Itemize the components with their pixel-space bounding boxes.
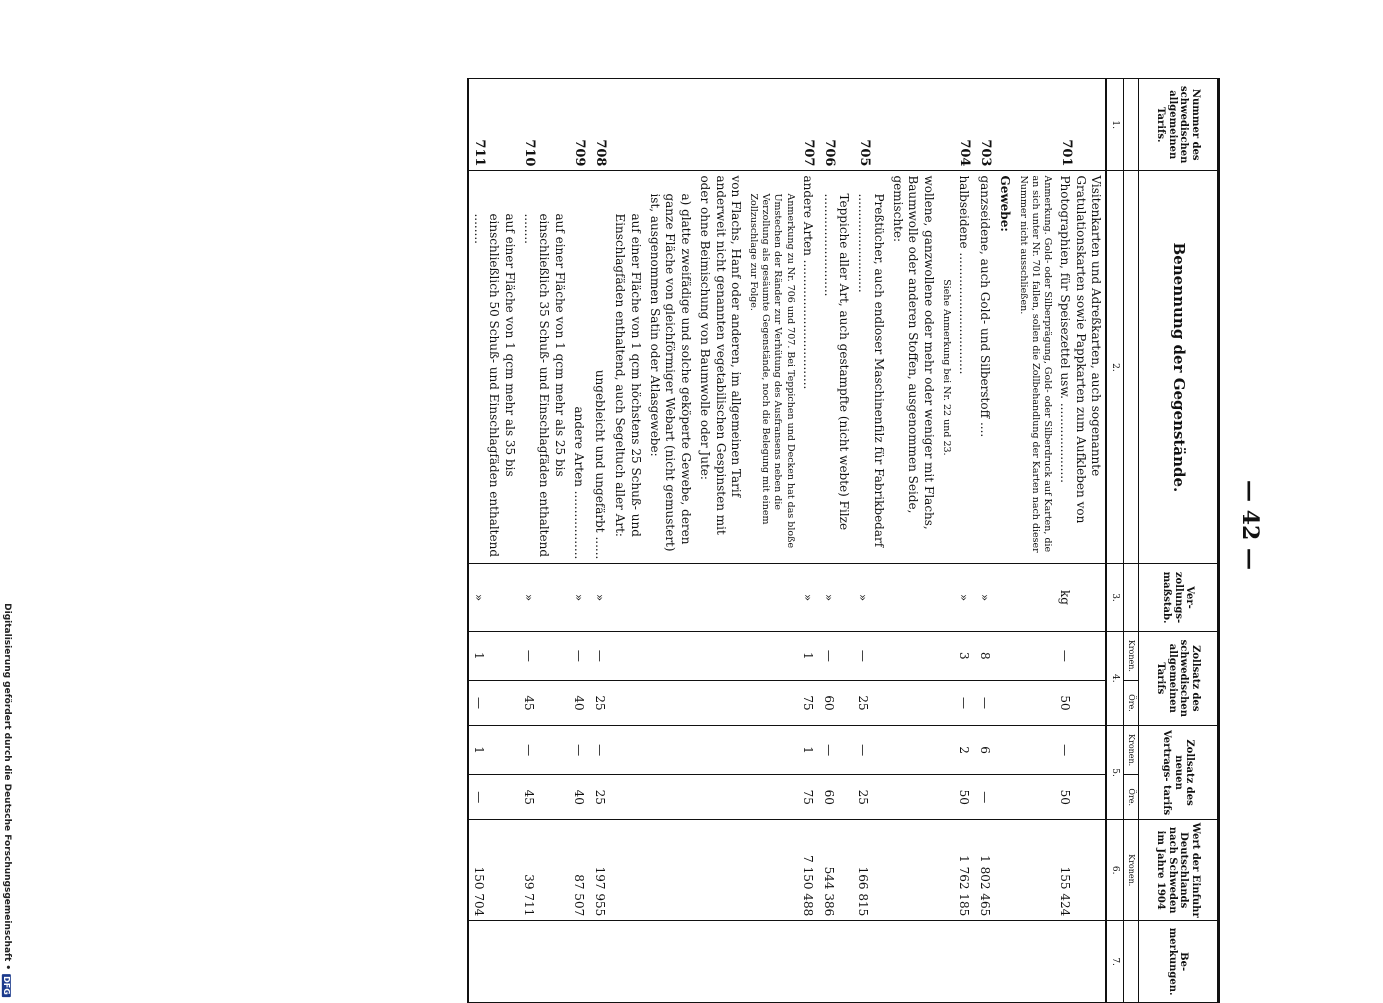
tariff-number-cell: 706	[818, 79, 853, 171]
table-row	[569, 79, 590, 1003]
table-row	[1014, 79, 1054, 1003]
goods-description-cell: a) glatte zweifädige und solche geköperte Gewebe, deren ganze Fläche von gleichförmiger Webart (nicht gemustert) ist, ausgenommen Satin oder Atlasgewebe:	[645, 171, 695, 564]
treaty-ore-cell: 50	[954, 775, 975, 820]
table-row	[589, 79, 610, 1003]
table-row	[610, 79, 645, 1003]
general-ore-cell	[938, 681, 954, 726]
table-row	[519, 79, 569, 1003]
remarks-cell	[798, 921, 819, 1003]
remarks-cell	[645, 921, 695, 1003]
table-row	[468, 79, 519, 1003]
treaty-ore-cell	[645, 775, 695, 820]
duty-basis-cell	[888, 564, 938, 631]
table-row	[938, 79, 954, 1003]
goods-description-cell: von Flachs, Hanf oder anderen, im allgemeinen Tarif anderweit nicht genannten vegetabilischen Gespinsten mit oder ohne Beimischung von Baumwolle oder Jute:	[695, 171, 745, 564]
treaty-kronen-cell: 2	[954, 725, 975, 774]
tariff-number-cell: 705	[853, 79, 888, 171]
general-ore-cell	[645, 681, 695, 726]
import-value-cell: 544 386	[818, 820, 853, 921]
import-value-cell: 87 507	[569, 820, 590, 921]
import-value-cell	[1014, 820, 1054, 921]
general-ore-cell: 50	[1055, 681, 1106, 726]
header-kronen: Kronen.	[1124, 725, 1139, 774]
remarks-cell	[745, 921, 798, 1003]
import-value-cell	[610, 820, 645, 921]
treaty-ore-cell	[695, 775, 745, 820]
column-number-2: 2.	[1106, 171, 1124, 564]
treaty-ore-cell: 75	[798, 775, 819, 820]
general-kronen-cell	[745, 631, 798, 680]
tariff-number-cell: 707	[798, 79, 819, 171]
tariff-rows	[468, 79, 1106, 1003]
duty-basis-cell: kg	[1055, 564, 1106, 631]
treaty-kronen-cell	[610, 725, 645, 774]
remarks-cell	[519, 921, 569, 1003]
treaty-kronen-cell	[995, 725, 1014, 774]
goods-description-cell: halbseidene ................................	[954, 171, 975, 564]
duty-basis-cell: »	[589, 564, 610, 631]
treaty-ore-cell: 25	[589, 775, 610, 820]
general-ore-cell: —	[954, 681, 975, 726]
treaty-kronen-cell: —	[1055, 725, 1106, 774]
remarks-cell	[938, 921, 954, 1003]
treaty-ore-cell	[745, 775, 798, 820]
goods-description-cell: Visitenkarten und Adreßkarten, auch sogenannte Gratulationskarten sowie Pappkarten zum Aufkleben von Photographien, für Speisezettel usw. .....................	[1055, 171, 1106, 564]
general-kronen-cell	[1014, 631, 1054, 680]
import-value-cell: 150 704	[468, 820, 519, 921]
general-kronen-cell	[995, 631, 1014, 680]
treaty-ore-cell: —	[468, 775, 519, 820]
duty-basis-cell	[938, 564, 954, 631]
treaty-kronen-cell	[745, 725, 798, 774]
tariff-number-cell: 703	[974, 79, 995, 171]
duty-basis-cell: »	[468, 564, 519, 631]
duty-basis-cell	[995, 564, 1014, 631]
general-kronen-cell: —	[818, 631, 853, 680]
table-row	[853, 79, 888, 1003]
goods-description-cell: Preßtücher, auch endloser Maschinenfilz für Fabrikbedarf ..........................	[853, 171, 888, 564]
table-row	[995, 79, 1014, 1003]
duty-basis-cell: »	[954, 564, 975, 631]
treaty-kronen-cell	[695, 725, 745, 774]
general-kronen-cell	[695, 631, 745, 680]
import-value-cell: 1 762 185	[954, 820, 975, 921]
general-ore-cell: 45	[519, 681, 569, 726]
tariff-number-cell: 708	[589, 79, 610, 171]
page-number: — 42 —	[1237, 480, 1263, 570]
general-kronen-cell: —	[1055, 631, 1106, 680]
column-number-4: 4.	[1106, 631, 1124, 725]
import-value-cell	[888, 820, 938, 921]
tariff-number-cell	[1014, 79, 1054, 171]
tariff-number-cell	[745, 79, 798, 171]
header-kronen: Kronen.	[1124, 631, 1139, 680]
treaty-ore-cell	[1014, 775, 1054, 820]
general-kronen-cell: 8	[974, 631, 995, 680]
tariff-number-cell: 701	[1055, 79, 1106, 171]
general-ore-cell	[1014, 681, 1054, 726]
general-kronen-cell: —	[569, 631, 590, 680]
duty-basis-cell: »	[569, 564, 590, 631]
tariff-number-cell	[995, 79, 1014, 171]
treaty-kronen-cell: —	[519, 725, 569, 774]
import-value-cell: 7 150 488	[798, 820, 819, 921]
general-ore-cell: 25	[853, 681, 888, 726]
goods-description-cell: Anmerkung zu Nr. 706 und 707. Bei Teppichen und Decken hat das bloße Umstechen der Ränder zur Verhütung des Ausfransens neben die Verzollung als gesäumte Gegenstände, noch die Belegung mit einem Zollzuschlage zur Folge.	[745, 171, 798, 564]
general-kronen-cell: —	[853, 631, 888, 680]
duty-basis-cell	[610, 564, 645, 631]
general-kronen-cell	[645, 631, 695, 680]
header-tariff-number: Nummer des schwedischen allgemeinen Tarifs.	[1139, 79, 1219, 171]
general-ore-cell	[888, 681, 938, 726]
general-ore-cell	[695, 681, 745, 726]
general-ore-cell: 25	[589, 681, 610, 726]
remarks-cell	[853, 921, 888, 1003]
treaty-kronen-cell: —	[569, 725, 590, 774]
duty-basis-cell	[745, 564, 798, 631]
remarks-cell	[610, 921, 645, 1003]
remarks-cell	[1055, 921, 1106, 1003]
import-value-cell: 166 815	[853, 820, 888, 921]
treaty-ore-cell: 40	[569, 775, 590, 820]
table-row	[974, 79, 995, 1003]
remarks-cell	[974, 921, 995, 1003]
goods-description-cell: wollene, ganzwollene oder mehr oder weniger mit Flachs, Baumwolle oder anderen Stoffen, ausgenommen Seide, gemischte:	[888, 171, 938, 564]
general-kronen-cell: 1	[468, 631, 519, 680]
header-kronen: Kronen.	[1124, 820, 1139, 921]
treaty-kronen-cell	[1014, 725, 1054, 774]
import-value-cell	[938, 820, 954, 921]
header-ore: Öre.	[1124, 775, 1139, 820]
column-number-6: 6.	[1106, 820, 1124, 921]
treaty-ore-cell: 50	[1055, 775, 1106, 820]
goods-description-cell: Gewebe:	[995, 171, 1014, 564]
general-ore-cell: 75	[798, 681, 819, 726]
tariff-number-cell: 710	[519, 79, 569, 171]
goods-description-cell: auf einer Fläche von 1 qcm mehr als 35 bis einschließlich 50 Schuß- und Einschlagfäden enthaltend ........	[468, 171, 519, 564]
remarks-cell	[695, 921, 745, 1003]
table-row	[1055, 79, 1106, 1003]
header-import-value: Wert der Einfuhr Deutschlands nach Schweden im Jahre 1904	[1139, 820, 1219, 921]
treaty-ore-cell: 60	[818, 775, 853, 820]
import-value-cell	[745, 820, 798, 921]
remarks-cell	[818, 921, 853, 1003]
treaty-kronen-cell: —	[853, 725, 888, 774]
treaty-kronen-cell	[645, 725, 695, 774]
duty-basis-cell	[645, 564, 695, 631]
general-kronen-cell: 1	[798, 631, 819, 680]
treaty-kronen-cell	[888, 725, 938, 774]
general-ore-cell	[745, 681, 798, 726]
credit-text: Digitalisierung gefördert durch die Deutsche Forschungsgemeinschaft •	[2, 603, 12, 971]
duty-basis-cell: »	[818, 564, 853, 631]
treaty-kronen-cell: 1	[798, 725, 819, 774]
goods-description-cell: andere Arten ..................	[569, 171, 590, 564]
tariff-table	[467, 78, 1220, 1003]
duty-basis-cell: »	[519, 564, 569, 631]
general-ore-cell	[995, 681, 1014, 726]
general-kronen-cell: —	[589, 631, 610, 680]
remarks-cell	[1014, 921, 1054, 1003]
remarks-cell	[954, 921, 975, 1003]
table-row	[745, 79, 798, 1003]
column-number-7: 7.	[1106, 921, 1124, 1003]
general-kronen-cell: —	[519, 631, 569, 680]
treaty-ore-cell	[995, 775, 1014, 820]
tariff-number-cell	[695, 79, 745, 171]
import-value-cell: 155 424	[1055, 820, 1106, 921]
general-kronen-cell	[888, 631, 938, 680]
goods-description-cell: andere Arten ..................................	[798, 171, 819, 564]
table-row	[954, 79, 975, 1003]
treaty-kronen-cell: —	[818, 725, 853, 774]
column-number-5: 5.	[1106, 725, 1124, 819]
goods-description-cell: auf einer Fläche von 1 qcm mehr als 25 bis einschließlich 35 Schuß- und Einschlagfäden enthaltend ........	[519, 171, 569, 564]
goods-description-cell: ungebleicht und ungefärbt ......	[589, 171, 610, 564]
header-remarks: Be- merkungen.	[1139, 921, 1219, 1003]
remarks-cell	[888, 921, 938, 1003]
duty-basis-cell: »	[798, 564, 819, 631]
tariff-number-cell: 709	[569, 79, 590, 171]
import-value-cell	[995, 820, 1014, 921]
import-value-cell: 39 711	[519, 820, 569, 921]
treaty-ore-cell: 25	[853, 775, 888, 820]
goods-description-cell: Siehe Anmerkung bei Nr. 22 und 23.	[938, 171, 954, 564]
tariff-number-cell	[888, 79, 938, 171]
general-ore-cell	[610, 681, 645, 726]
duty-basis-cell: »	[974, 564, 995, 631]
goods-description-cell: Anmerkung. Gold- oder Silberprägung, Gold- oder Silberdruck auf Karten, die an sich unter Nr. 701 fallen, sollen die Zollbehandlung der Karten nach dieser Nummer nicht ausschließen.	[1014, 171, 1054, 564]
duty-basis-cell: »	[853, 564, 888, 631]
treaty-kronen-cell: —	[589, 725, 610, 774]
general-ore-cell: —	[468, 681, 519, 726]
column-number-3: 3.	[1106, 564, 1124, 631]
tariff-number-cell	[645, 79, 695, 171]
treaty-kronen-cell	[938, 725, 954, 774]
tariff-number-cell: 711	[468, 79, 519, 171]
remarks-cell	[589, 921, 610, 1003]
treaty-kronen-cell: 6	[974, 725, 995, 774]
tariff-number-cell	[938, 79, 954, 171]
import-value-cell: 1 802 465	[974, 820, 995, 921]
header-duty-basis: Ver- zollungs- maßstab.	[1139, 564, 1219, 631]
digitization-credit	[0, 605, 14, 995]
table-row	[695, 79, 745, 1003]
general-kronen-cell	[610, 631, 645, 680]
treaty-ore-cell: —	[974, 775, 995, 820]
treaty-ore-cell	[610, 775, 645, 820]
duty-basis-cell	[1014, 564, 1054, 631]
header-goods-description: Benennung der Gegenstände.	[1139, 171, 1219, 564]
remarks-cell	[995, 921, 1014, 1003]
table-row	[798, 79, 819, 1003]
goods-description-cell: Teppiche aller Art, auch gestampfte (nicht webte) Filze ...........................	[818, 171, 853, 564]
tariff-number-cell: 704	[954, 79, 975, 171]
header-new-treaty-rate: Zollsatz des neuen Vertrags- tarifs	[1139, 725, 1219, 819]
general-ore-cell: 40	[569, 681, 590, 726]
table-row	[818, 79, 853, 1003]
table-row	[645, 79, 695, 1003]
treaty-ore-cell	[938, 775, 954, 820]
import-value-cell	[695, 820, 745, 921]
goods-description-cell: ganzseidene, auch Gold- und Silberstoff ....	[974, 171, 995, 564]
treaty-kronen-cell: 1	[468, 725, 519, 774]
import-value-cell	[645, 820, 695, 921]
import-value-cell: 197 955	[589, 820, 610, 921]
header-ore: Öre.	[1124, 681, 1139, 726]
tariff-table-rotated	[90, 78, 1220, 1003]
dfg-logo: DFG	[2, 976, 12, 995]
treaty-ore-cell: 45	[519, 775, 569, 820]
column-number-1: 1.	[1106, 79, 1124, 171]
general-ore-cell: 60	[818, 681, 853, 726]
goods-description-cell: auf einer Fläche von 1 qcm höchstens 25 Schuß- und Einschlagfäden enthaltend, auch Segeltuch aller Art:	[610, 171, 645, 564]
remarks-cell	[468, 921, 519, 1003]
treaty-ore-cell	[888, 775, 938, 820]
tariff-number-cell	[610, 79, 645, 171]
remarks-cell	[569, 921, 590, 1003]
general-kronen-cell: 3	[954, 631, 975, 680]
duty-basis-cell	[695, 564, 745, 631]
table-row	[888, 79, 938, 1003]
general-kronen-cell	[938, 631, 954, 680]
header-general-tariff-rate: Zollsatz des schwedischen allgemeinen Tarifs	[1139, 631, 1219, 725]
general-ore-cell: —	[974, 681, 995, 726]
